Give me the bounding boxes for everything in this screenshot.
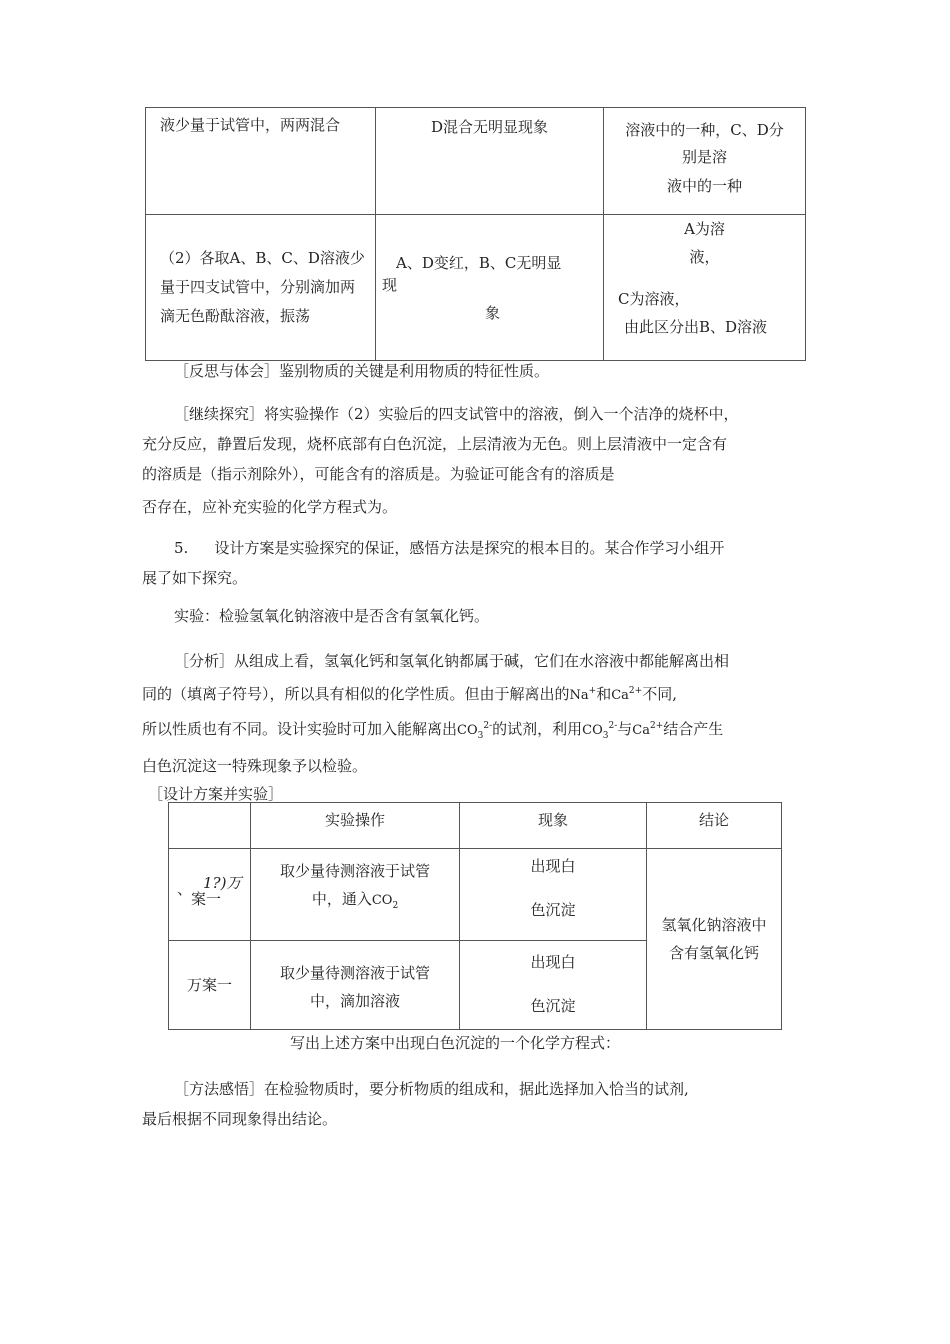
question-5 <box>142 533 817 593</box>
table1-row1-phenomenon <box>376 108 604 215</box>
question-5-l2: 展了如下探究。 <box>142 569 248 587</box>
ca-charge: 2+ <box>628 686 643 696</box>
table2-row1-operation-l2 <box>251 885 459 920</box>
table2-header-phenomenon: 现象 <box>460 803 647 849</box>
analysis-l3-text: 所以性质也有不同。设计实验时可加入能解离出 <box>142 720 458 738</box>
table2-row1-phenomenon-l2: 色沉淀 <box>530 901 576 919</box>
table1-row2-conclusion-l4: 由此区分出B、D溶液 <box>624 318 768 336</box>
table1-row2-phenomenon-l1: A、D变红，B、C无明显 <box>396 253 562 272</box>
analysis-l3 <box>142 711 817 751</box>
table1-row2-conclusion-l2: 液， <box>689 248 720 266</box>
analysis-l3-mid: 的试剂，利用 <box>492 720 583 738</box>
design-heading: ［设计方案并实验］ <box>148 785 284 803</box>
carbonate-sub-2: 3 <box>602 731 609 741</box>
method-l2: 最后根据不同现象得出结论。 <box>142 1110 338 1128</box>
table1-row2-operation-text: （2）各取A、B、C、D溶液少量于四支试管中，分别滴加两滴无色酚酞溶液，振荡 <box>160 249 365 325</box>
na-ion: Na <box>569 688 589 703</box>
analysis-l3-with: 与 <box>617 720 633 738</box>
analysis-l2 <box>142 676 817 711</box>
further-l3: 的溶质是（指示剂除外），可能含有的溶质是。为验证可能含有的溶质是 <box>142 465 615 483</box>
table1-row2-phenomenon-l2: 现 <box>382 275 398 294</box>
table1-row2-operation <box>146 215 376 361</box>
table2-row2-operation <box>251 941 460 1030</box>
table-2 <box>168 802 782 1030</box>
table1-row1-conclusion <box>604 108 806 215</box>
analysis-l2-text: 同的（填离子符号），所以具有相似的化学性质。但由于解离出的 <box>142 685 570 703</box>
table1-row2-conclusion-l1: A为溶 <box>684 220 725 238</box>
table-1 <box>145 107 806 361</box>
table2-row1-plan <box>169 849 251 941</box>
ca-charge-2: 2+ <box>650 721 664 731</box>
carbonate-sub-1: 3 <box>477 731 484 741</box>
co2-formula: CO <box>371 893 393 908</box>
co2-subscript: 2 <box>392 901 399 911</box>
table1-row1-operation <box>146 108 376 215</box>
table1-row2-phenomenon <box>376 215 604 361</box>
table2-conclusion <box>647 849 782 1030</box>
question-5-text: 设计方案是实验探究的保证，感悟方法是探究的根本目的。某合作学习小组开 <box>214 539 725 557</box>
reflection-paragraph: ［反思与体会］鉴别物质的关键是利用物质的特征性质。 <box>174 362 550 380</box>
plan1-label-c: 案一 <box>191 890 222 908</box>
method-paragraph <box>142 1074 817 1134</box>
analysis-l2-end: 不同, <box>642 685 677 703</box>
table2-row1-operation-l1: 取少量待测溶液于试管 <box>279 862 430 880</box>
further-l2: 充分反应，静置后发现，烧杯底部有白色沉淀，上层清液为无色。则上层清液中一定含有 <box>142 435 728 453</box>
table2-row2-phenomenon-l2: 色沉淀 <box>530 997 576 1015</box>
table2-row1-phenomenon <box>460 849 647 941</box>
table2-row1-phenomenon-l1: 出现白 <box>530 857 576 875</box>
further-l4: 否存在，应补充实验的化学方程式为。 <box>142 498 398 516</box>
ca-ion-2: Ca <box>632 723 650 738</box>
table1-row1-phenomenon-text: D混合无明显现象 <box>430 118 549 136</box>
question-5-number: 5. <box>174 539 189 557</box>
table2-header-blank <box>169 803 251 849</box>
method-l1: ［方法感悟］在检验物质时，要分析物质的组成和，据此选择加入恰当的试剂, <box>174 1080 689 1098</box>
carbonate-ion-1: CO <box>457 723 478 738</box>
table2-header-operation: 实验操作 <box>251 803 460 849</box>
carbonate-charge-2: 2- <box>608 721 618 731</box>
table1-row2-conclusion <box>604 215 806 361</box>
table1-row1-conclusion-l2: 别是溶 <box>681 148 727 166</box>
table1-row1-conclusion-l1: 溶液中的一种，C、D分 <box>625 121 784 139</box>
write-equation-line: 写出上述方案中出现白色沉淀的一个化学方程式： <box>290 1034 621 1052</box>
further-exploration-paragraph <box>142 399 817 522</box>
carbonate-charge-1: 2- <box>483 721 493 731</box>
table2-row2-operation-l2: 中，滴加溶液 <box>309 992 400 1010</box>
analysis-l1: ［分析］从组成上看，氢氧化钙和氢氧化钠都属于碱，它们在水溶液中都能解离出相 <box>174 652 730 670</box>
table1-row1-operation-text: 液少量于试管中，两两混合 <box>160 116 341 134</box>
analysis-paragraph <box>142 646 817 781</box>
ca-ion: Ca <box>611 688 629 703</box>
further-l1: ［继续探究］将实验操作（2）实验后的四支试管中的溶液，倒入一个洁净的烧杯中， <box>174 405 739 423</box>
plan1-label-b: 、 <box>177 880 193 898</box>
table2-row1-operation <box>251 849 460 941</box>
table1-row1-conclusion-l3: 液中的一种 <box>666 177 742 195</box>
analysis-l4: 白色沉淀这一特殊现象予以检验。 <box>142 757 368 775</box>
table2-row2-operation-l1: 取少量待测溶液于试管 <box>279 964 430 982</box>
table2-row2-plan: 万案一 <box>169 941 251 1030</box>
table1-row2-conclusion-l3: C为溶液， <box>618 290 690 308</box>
table2-row2-phenomenon <box>460 941 647 1030</box>
experiment-line: 实验：检验氢氧化钠溶液中是否含有氢氧化钙。 <box>174 607 490 625</box>
plan1-label-a: 1?)万 <box>203 874 242 892</box>
analysis-and: 和 <box>596 685 612 703</box>
na-charge: + <box>588 686 597 696</box>
question-5-l1 <box>142 533 817 563</box>
table2-conclusion-l2: 含有氢氧化钙 <box>668 944 759 962</box>
table2-row1-operation-l2-text: 中，通入 <box>311 890 372 908</box>
table2-header-conclusion: 结论 <box>647 803 782 849</box>
table2-conclusion-l1: 氢氧化钠溶液中 <box>661 916 767 934</box>
carbonate-ion-2: CO <box>582 723 603 738</box>
analysis-l3-end: 结合产生 <box>663 720 724 738</box>
table1-row2-phenomenon-l3: 象 <box>484 303 500 322</box>
table2-row2-phenomenon-l1: 出现白 <box>530 953 576 971</box>
